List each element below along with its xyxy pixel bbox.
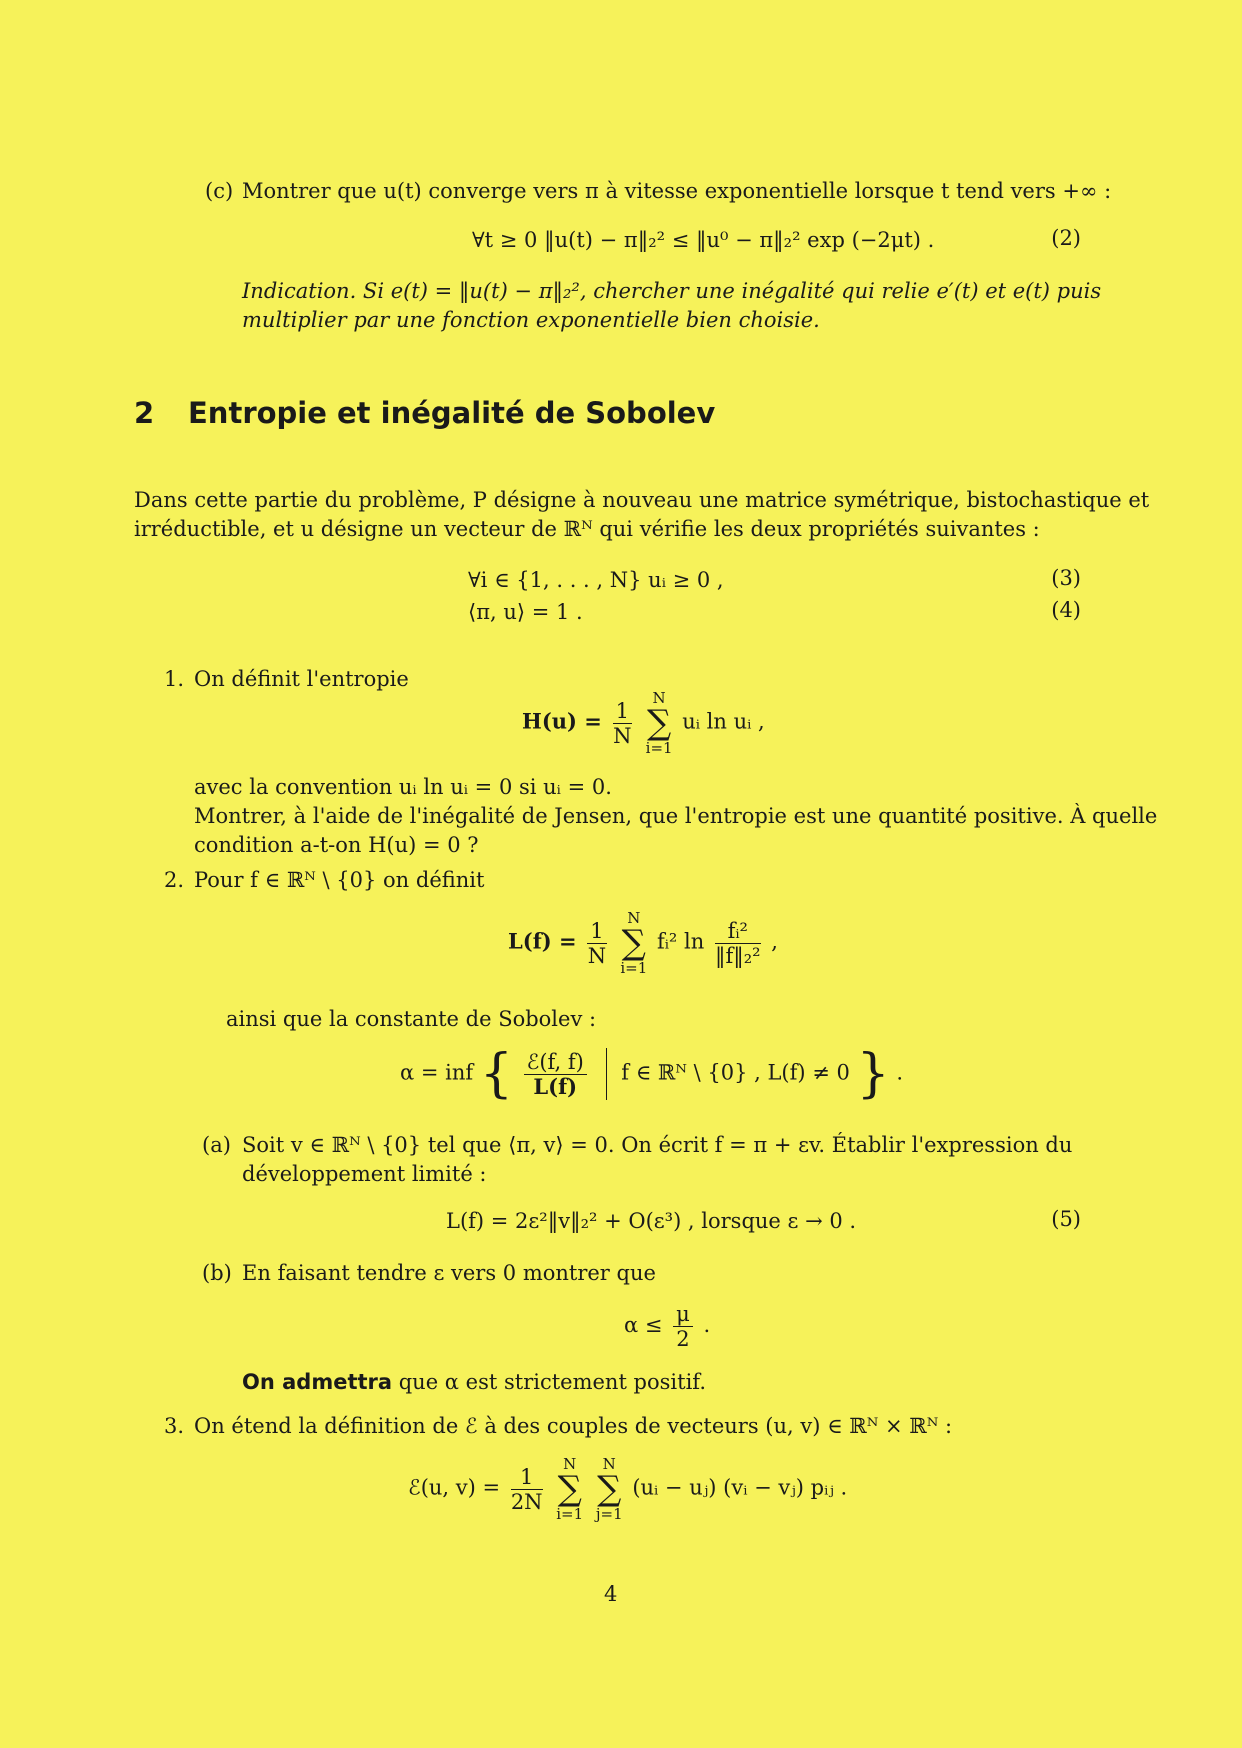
entropy-fraction: $\frac{1}{N}$ (613, 698, 632, 748)
alpha-fraction: $\frac{\text{ℰ(f, f)}}{L(f)}$ (524, 1050, 587, 1099)
item-1-label: 1. (164, 667, 185, 691)
l-mid: fᵢ² ln (656, 929, 705, 954)
ineq-fraction: $\frac{\mu}{2}$ (673, 1302, 693, 1351)
ineq-lhs: α ≤ (624, 1313, 663, 1337)
admit-statement (242, 1368, 706, 1396)
section-title: Entropie et inégalité de Sobolev (188, 396, 716, 430)
sobolev-text: ainsi que la constante de Sobolev : (226, 1007, 597, 1031)
equation-2: ∀t ≥ 0 ‖u(t) − π‖₂² ≤ ‖u⁰ − π‖₂² exp (−2μt) . (472, 228, 935, 252)
part-c-text: Montrer que u(t) converge vers π à vitesse exponentielle lorsque t tend vers +∞ : (242, 179, 1112, 203)
equation-5: L(f) = 2ε²‖v‖₂² + O(ε³) , lorsque ε → 0 . (446, 1209, 857, 1233)
entropy-formula (522, 690, 765, 756)
indication-line-2: multiplier par une fonction exponentielle bien choisie. (242, 308, 820, 332)
alpha-inequality (624, 1302, 710, 1351)
alpha-end: . (896, 1060, 904, 1085)
entropy-sum: N ∑ i=1 (645, 689, 673, 757)
item-2b-label: (b) (202, 1261, 232, 1285)
equation-number-3: (3) (1051, 566, 1081, 590)
item-2a-line-2: développement limité : (242, 1162, 487, 1186)
item-1-text: On définit l'entropie (194, 667, 409, 691)
entropy-rhs: uᵢ ln uᵢ , (682, 709, 765, 734)
item-3-text: On étend la définition de ℰ à des couples de vecteurs (u, v) ∈ ℝᴺ × ℝᴺ : (194, 1414, 953, 1438)
item-1-question-line-2: condition a-t-on H(u) = 0 ? (194, 833, 479, 857)
alpha-formula: α = inf { $\frac{\text{ℰ(f, f)}}{L(f)}$ f ∈ ℝᴺ \ {0} , L(f) ≠ 0 } . (400, 1044, 904, 1104)
item-3-label: 3. (164, 1414, 185, 1438)
alpha-lhs: α = inf (400, 1060, 474, 1085)
item-1-question-line-1: Montrer, à l'aide de l'inégalité de Jensen, que l'entropie est une quantité positive. À quelle (194, 804, 1158, 828)
entropy-convention: avec la convention uᵢ ln uᵢ = 0 si uᵢ = 0. (194, 775, 612, 799)
item-2a-line-1: Soit v ∈ ℝᴺ \ {0} tel que ⟨π, v⟩ = 0. On écrit f = π + εv. Établir l'expression du (242, 1133, 1073, 1157)
item-2-text: Pour f ∈ ℝᴺ \ {0} on définit (194, 868, 485, 892)
intro-line-1: Dans cette partie du problème, P désigne à nouveau une matrice symétrique, bistochastique et (134, 488, 1150, 512)
admit-bold: On admettra (242, 1370, 393, 1394)
page-number: 4 (604, 1582, 618, 1606)
intro-line-2: irréductible, et u désigne un vecteur de ℝᴺ qui vérifie les deux propriétés suivantes : (134, 517, 1040, 541)
energy-fraction: $\frac{1}{2N}$ (510, 1464, 543, 1514)
alpha-condition: f ∈ ℝᴺ \ {0} , L(f) ≠ 0 (621, 1060, 850, 1085)
indication-line-1: Indication. Si e(t) = ‖u(t) − π‖₂², chercher une inégalité qui relie e′(t) et e(t) puis (242, 279, 1102, 303)
equation-number-5: (5) (1051, 1207, 1081, 1231)
section-number: 2 (134, 396, 155, 430)
part-c-label: (c) (205, 179, 234, 203)
energy-sum-i: N ∑ i=1 (556, 1455, 584, 1523)
ineq-end: . (703, 1313, 711, 1337)
energy-sum-j: N ∑ j=1 (595, 1455, 623, 1523)
equation-4: ⟨π, u⟩ = 1 . (468, 600, 583, 624)
item-2a-label: (a) (202, 1133, 231, 1157)
energy-formula (408, 1456, 847, 1522)
equation-number-4: (4) (1051, 598, 1081, 622)
l-sum: N ∑ i=1 (620, 909, 648, 977)
energy-rhs: (uᵢ − uⱼ) (vᵢ − vⱼ) pᵢⱼ . (632, 1475, 848, 1500)
entropy-lhs: H(u) = (522, 708, 602, 734)
item-2b-text: En faisant tendre ε vers 0 montrer que (242, 1261, 656, 1285)
energy-lhs: ℰ(u, v) = (408, 1475, 501, 1500)
l-end: , (771, 929, 778, 954)
equation-3: ∀i ∈ {1, . . . , N} uᵢ ≥ 0 , (468, 568, 724, 592)
l-formula (508, 910, 778, 976)
equation-number-2: (2) (1051, 226, 1081, 250)
item-2-label: 2. (164, 868, 185, 892)
l-lhs: L(f) = (508, 928, 577, 954)
l-fraction: $\frac{1}{N}$ (587, 918, 607, 968)
admit-rest: que α est strictement positif. (398, 1370, 706, 1394)
l-log-fraction: $\frac{\text{fᵢ²}}{\text{‖f‖₂²}}$ (714, 918, 761, 968)
